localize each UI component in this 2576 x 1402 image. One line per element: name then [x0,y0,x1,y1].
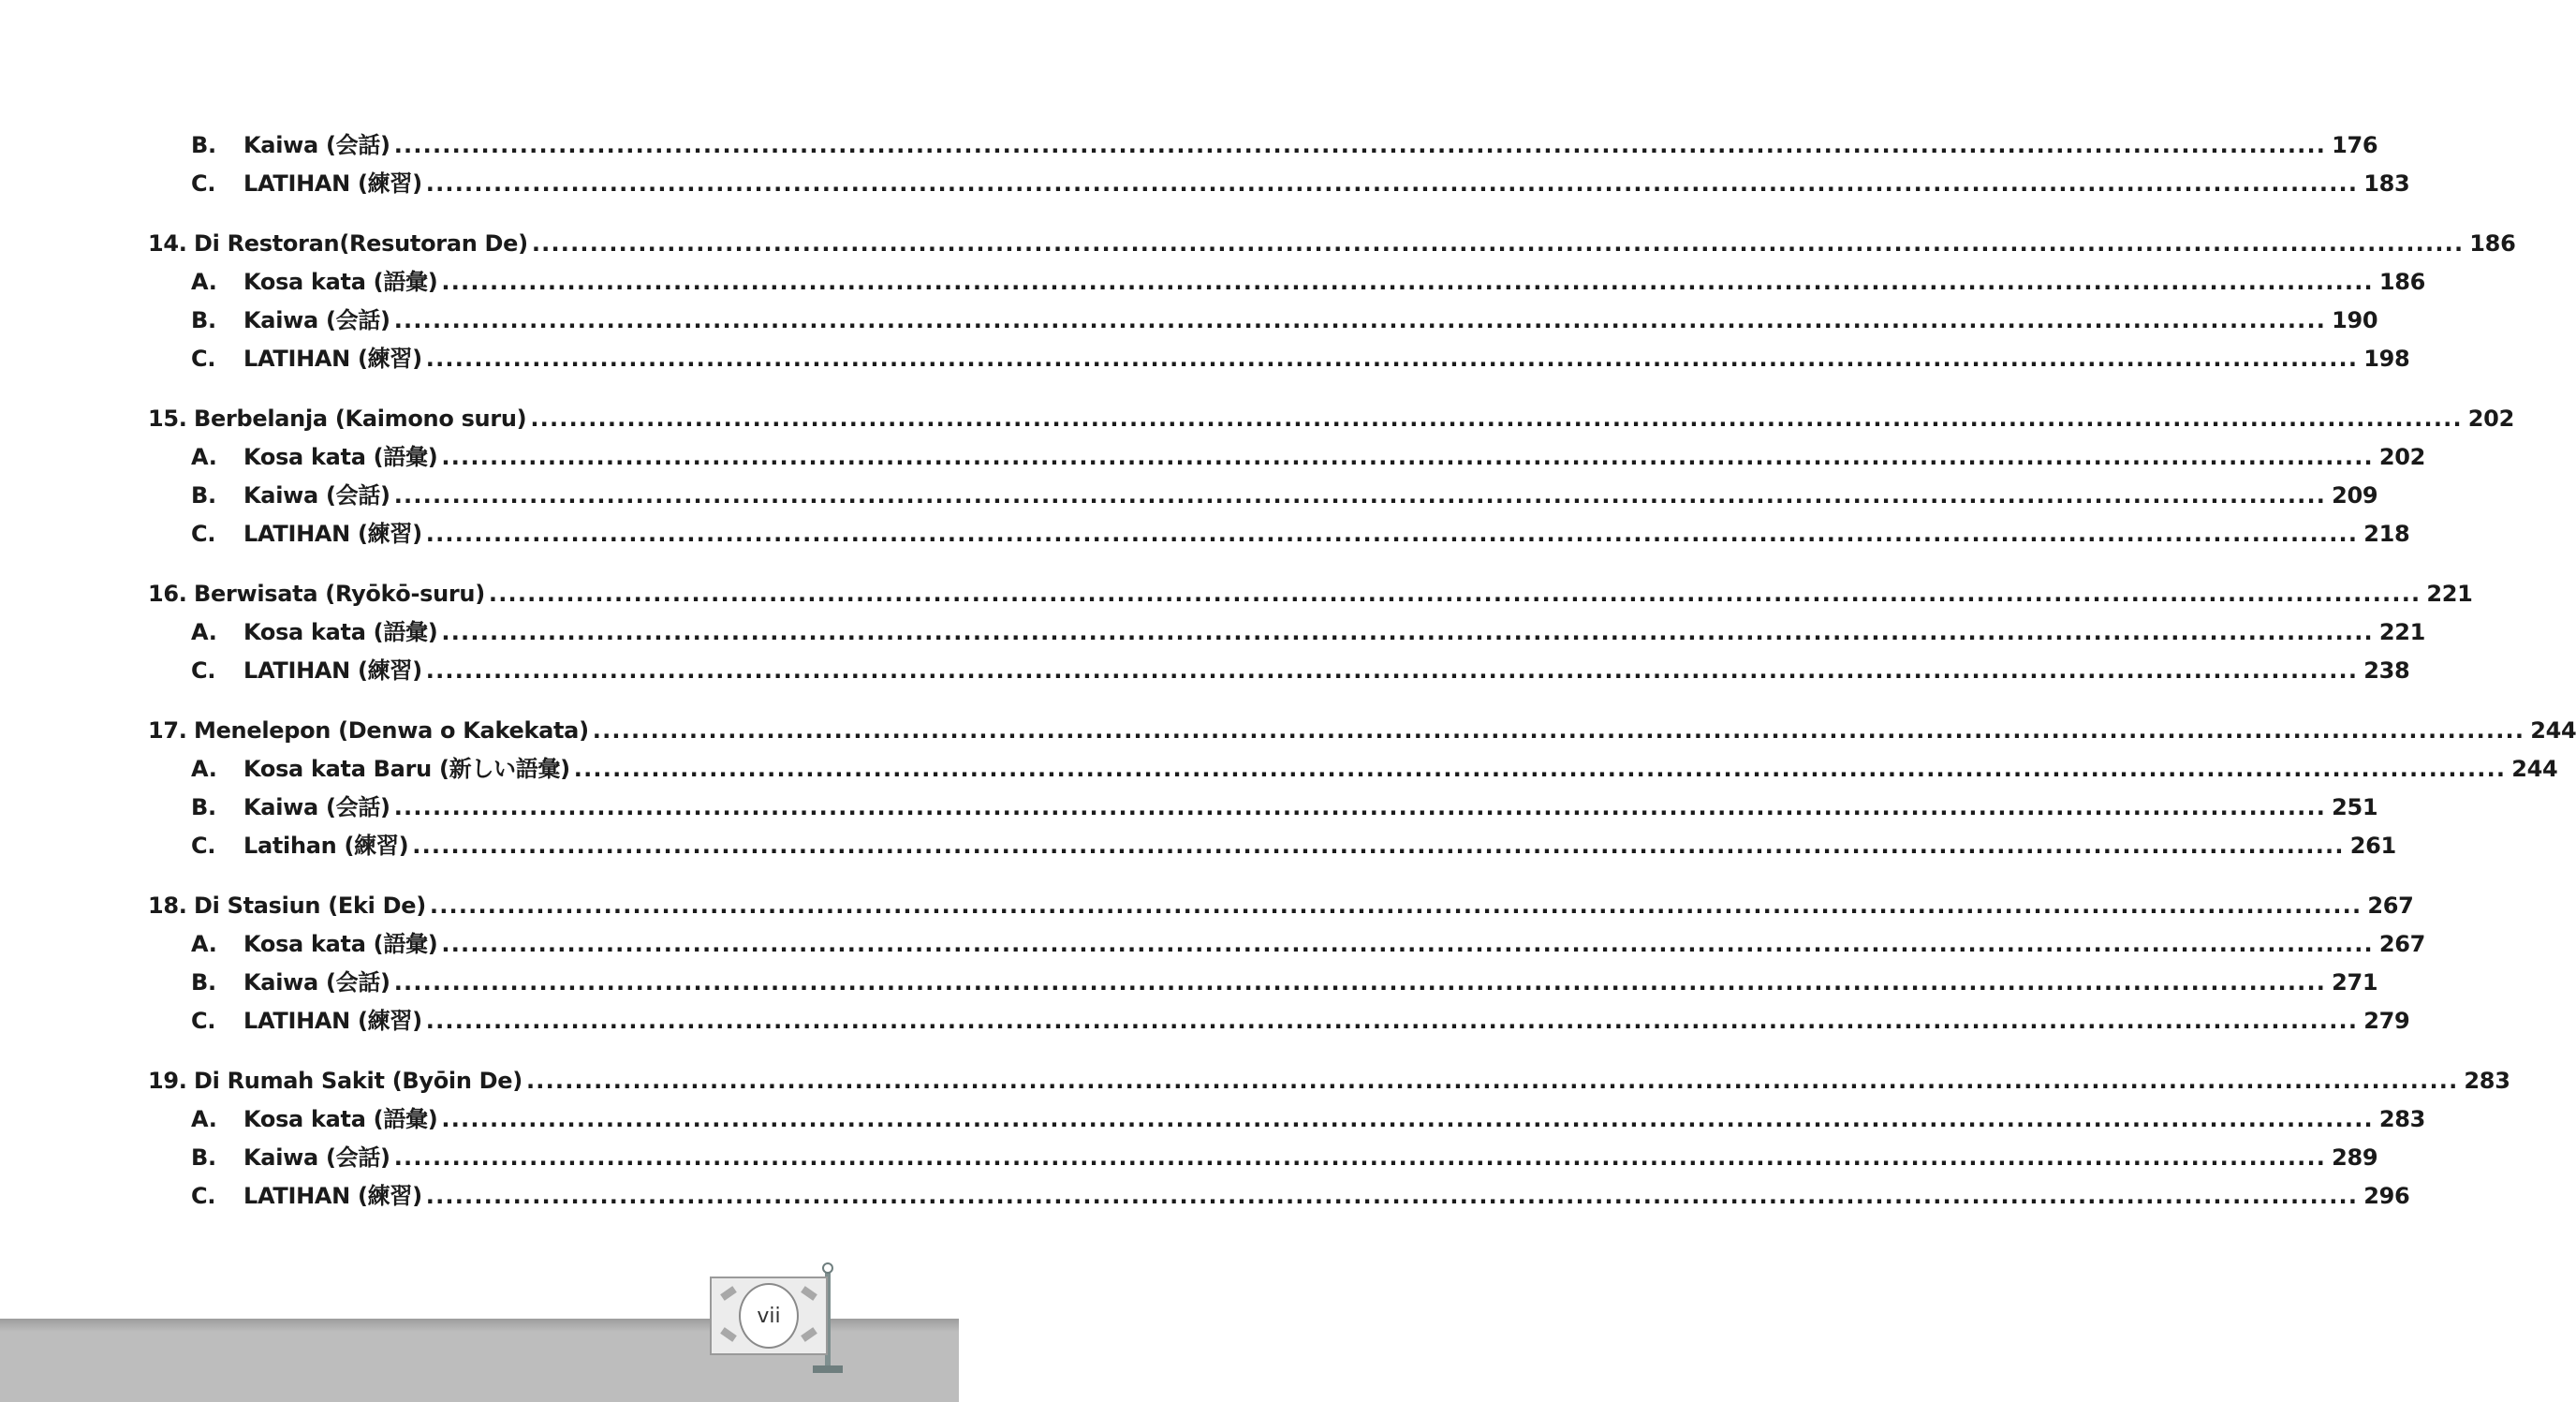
toc-leader-dots: ........................................................................................................................................................................................................ [441,444,2374,470]
toc-entry-page: 238 [2363,657,2410,684]
toc-entry[interactable] [191,129,2378,161]
toc-entry-number: B. [191,969,216,996]
toc-entry-number: C. [191,1183,216,1209]
toc-leader-dots: ........................................................................................................................................................................................................ [393,132,2327,158]
toc-chapter-number: 16. [148,581,187,607]
toc-entry-number: C. [191,833,216,859]
toc-entry-number: C. [191,657,216,684]
toc-entry-number: A. [191,931,217,957]
toc-entry-number: B. [191,482,216,509]
toc-entry-page: 244 [2511,756,2558,782]
toc-entry-number: A. [191,619,217,645]
toc-entry-title: LATIHAN (練習) [243,657,422,684]
toc-entry-page: 251 [2332,794,2378,820]
toc-chapter[interactable] [148,403,2514,435]
toc-entry-number: B. [191,307,216,333]
toc-entry-page: 283 [2378,1106,2426,1132]
toc-entry-page: 267 [2378,931,2426,957]
toc-leader-dots: ........................................................................................................................................................................................................ [573,756,2507,782]
toc-leader-dots: ........................................................................................................................................................................................................ [425,346,2359,372]
toc-chapter[interactable] [148,228,2516,259]
toc-entry-title: LATIHAN (練習) [243,1183,422,1209]
toc-chapter[interactable] [148,578,2473,610]
toc-entry-title: Kaiwa (会話) [243,307,390,333]
toc-entry-number: B. [191,794,216,820]
toc-entry[interactable] [191,480,2378,511]
toc-entry[interactable] [191,1142,2378,1173]
toc-chapter-title: Berbelanja (Kaimono suru) [194,406,527,432]
flag-pole-finial [822,1262,833,1274]
toc-entry-number: C. [191,1008,216,1034]
toc-chapter[interactable] [148,890,2414,922]
toc-chapter-number: 18. [148,893,187,919]
toc-entry[interactable] [191,791,2378,823]
toc-entry-title: Kaiwa (会話) [243,132,390,158]
toc-entry[interactable] [191,168,2410,199]
toc-chapter[interactable] [148,1065,2510,1097]
toc-entry[interactable] [191,343,2410,375]
toc-entry-title: Latihan (練習) [243,833,409,859]
toc-entry-title: Kaiwa (会話) [243,969,390,996]
toc-entry-title: LATIHAN (練習) [243,346,422,372]
toc-entry-title: Kosa kata (語彙) [243,269,438,295]
toc-entry-title: Kaiwa (会話) [243,1144,390,1171]
toc-entry[interactable] [191,967,2378,998]
toc-leader-dots: ........................................................................................................................................................................................................ [531,230,2465,257]
toc-leader-dots: ........................................................................................................................................................................................................ [530,406,2463,432]
toc-chapter-title: Di Stasiun (Eki De) [194,893,426,919]
toc-chapter-number: 17. [148,717,187,744]
toc-leader-dots: ........................................................................................................................................................................................................ [441,619,2374,645]
toc-chapter-number: 14. [148,230,187,257]
toc-leader-dots: ........................................................................................................................................................................................................ [393,794,2327,820]
toc-entry-number: A. [191,1106,217,1132]
toc-leader-dots: ........................................................................................................................................................................................................ [425,170,2359,197]
toc-entry-title: Kaiwa (会話) [243,794,390,820]
toc-leader-dots: ........................................................................................................................................................................................................ [441,269,2374,295]
decorative-tile [801,1286,817,1301]
toc-chapter-title: Berwisata (Ryōkō-suru) [194,581,485,607]
toc-entry-number: C. [191,521,216,547]
toc-entry-number: A. [191,756,217,782]
page-number: vii [739,1283,799,1349]
toc-entry[interactable] [191,266,2426,298]
toc-leader-dots: ........................................................................................................................................................................................................ [412,833,2345,859]
toc-leader-dots: ........................................................................................................................................................................................................ [441,931,2374,957]
toc-entry-page: 296 [2363,1183,2410,1209]
toc-entry[interactable] [191,830,2396,862]
toc-entry[interactable] [191,441,2426,473]
flag-pole-base [813,1365,843,1373]
toc-entry-title: Kosa kata (語彙) [243,931,438,957]
toc-entry-title: Kosa kata (語彙) [243,1106,438,1132]
toc-chapter-number: 19. [148,1068,187,1094]
toc-entry-number: A. [191,444,217,470]
toc-chapter[interactable] [148,715,2576,746]
toc-entry[interactable] [191,753,2558,785]
toc-leader-dots: ........................................................................................................................................................................................................ [393,482,2327,509]
toc-entry[interactable] [191,1005,2410,1037]
decorative-tile [720,1286,737,1301]
toc-entry-page: 198 [2363,346,2410,372]
toc-chapter-page: 283 [2464,1068,2510,1094]
toc-chapter-page: 267 [2367,893,2414,919]
toc-entry-page: 279 [2363,1008,2410,1034]
toc-entry-page: 289 [2332,1144,2378,1171]
toc-entry-page: 218 [2363,521,2410,547]
toc-leader-dots: ........................................................................................................................................................................................................ [425,657,2359,684]
toc-chapter-title: Di Rumah Sakit (Byōin De) [194,1068,523,1094]
decorative-tile [801,1327,817,1342]
toc-leader-dots: ........................................................................................................................................................................................................ [393,969,2327,996]
toc-leader-dots: ........................................................................................................................................................................................................ [425,521,2359,547]
toc-leader-dots: ........................................................................................................................................................................................................ [425,1183,2359,1209]
toc-leader-dots: ........................................................................................................................................................................................................ [488,581,2421,607]
toc-chapter-number: 15. [148,406,187,432]
toc-entry-page: 202 [2378,444,2426,470]
toc-entry-title: Kosa kata Baru (新しい語彙) [243,756,570,782]
toc-entry-title: LATIHAN (練習) [243,521,422,547]
toc-leader-dots: ........................................................................................................................................................................................................ [393,307,2327,333]
toc-entry-page: 186 [2378,269,2426,295]
toc-chapter-page: 186 [2469,230,2516,257]
toc-entry-page: 221 [2378,619,2426,645]
toc-entry-number: C. [191,346,216,372]
toc-entry[interactable] [191,1103,2426,1135]
toc-entry[interactable] [191,1180,2410,1212]
toc-leader-dots: ........................................................................................................................................................................................................ [429,893,2363,919]
toc-entry-page: 271 [2332,969,2378,996]
toc-entry-title: Kosa kata (語彙) [243,444,438,470]
toc-entry[interactable] [191,304,2378,336]
toc-entry[interactable] [191,928,2426,960]
toc-entry-page: 176 [2332,132,2378,158]
toc-leader-dots: ........................................................................................................................................................................................................ [441,1106,2374,1132]
toc-chapter-page: 244 [2530,717,2576,744]
toc-entry-number: C. [191,170,216,197]
toc-entry-title: LATIHAN (練習) [243,1008,422,1034]
toc-chapter-title: Menelepon (Denwa o Kakekata) [194,717,589,744]
toc-entry-title: LATIHAN (練習) [243,170,422,197]
toc-leader-dots: ........................................................................................................................................................................................................ [525,1068,2459,1094]
decorative-tile [720,1327,737,1342]
toc-entry-page: 209 [2332,482,2378,509]
toc-entry[interactable] [191,655,2410,686]
toc-chapter-page: 202 [2467,406,2514,432]
toc-leader-dots: ........................................................................................................................................................................................................ [425,1008,2359,1034]
toc-entry-page: 261 [2349,833,2396,859]
toc-leader-dots: ........................................................................................................................................................................................................ [592,717,2525,744]
toc-entry[interactable] [191,518,2410,550]
toc-entry-number: B. [191,132,216,158]
toc-entry-title: Kosa kata (語彙) [243,619,438,645]
toc-chapter-title: Di Restoran(Resutoran De) [194,230,528,257]
toc-chapter-page: 221 [2426,581,2473,607]
toc-entry-number: B. [191,1144,216,1171]
toc-leader-dots: ........................................................................................................................................................................................................ [393,1144,2327,1171]
toc-entry-page: 190 [2332,307,2378,333]
toc-entry-page: 183 [2363,170,2410,197]
toc-entry[interactable] [191,616,2426,648]
toc-entry-title: Kaiwa (会話) [243,482,390,509]
toc-entry-number: A. [191,269,217,295]
